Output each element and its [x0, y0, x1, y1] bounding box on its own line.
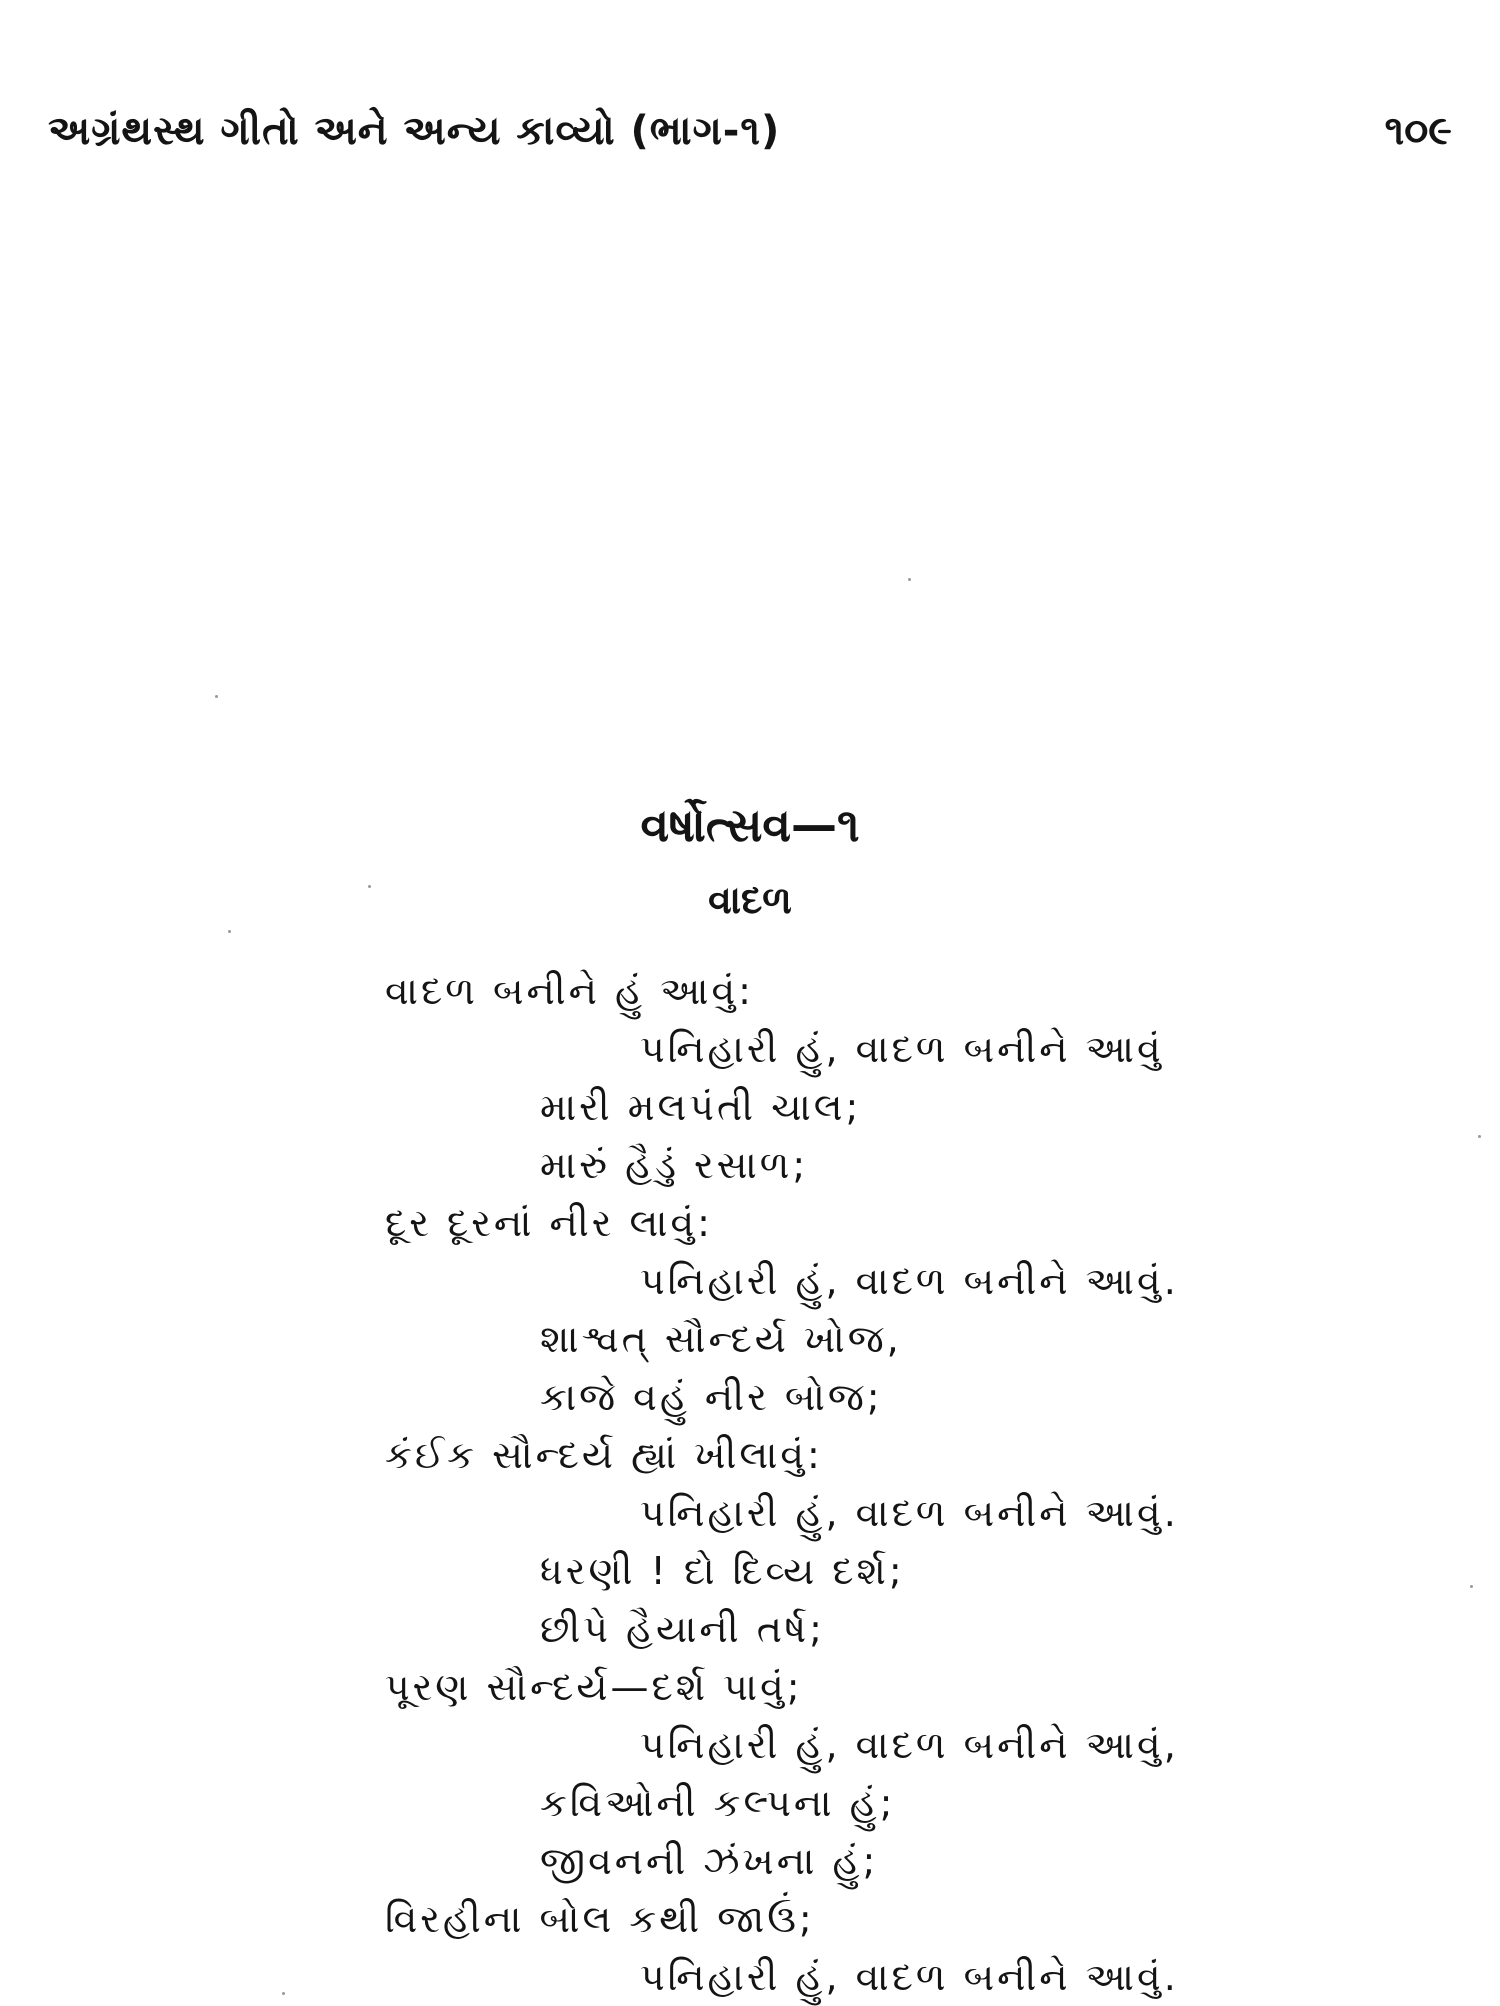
poem-body — [0, 962, 1500, 2006]
poem-line: પૂરણ સૌન્દર્ય—દર્શ પાવું; — [385, 1665, 803, 1709]
poem-refrain-line: પનિહારી હું, વાદળ બનીને આવું, — [640, 1723, 1179, 1767]
poem-line: છીપે હૈયાની તર્ષ; — [540, 1607, 825, 1651]
poem-line: ધરણી ! દો દિવ્ય દર્શ; — [540, 1549, 905, 1593]
scan-speck — [1478, 1135, 1481, 1138]
poem-line: શાશ્વત્ સૌન્દર્ય ખોજ, — [540, 1317, 902, 1361]
scan-speck — [215, 695, 218, 698]
scan-speck — [282, 1992, 285, 1995]
scan-speck — [908, 578, 911, 581]
poem-subtitle: વાદળ — [708, 878, 792, 922]
page-number: ૧૦૯ — [1384, 108, 1452, 154]
poem-line: દૂર દૂરનાં નીર લાવું: — [385, 1201, 713, 1245]
poem-line: મારી મલપંતી ચાલ; — [540, 1085, 862, 1129]
poem-refrain-line: પનિહારી હું, વાદળ બનીને આવું. — [640, 1491, 1179, 1535]
poem-line: વિરહીના બોલ કથી જાઉં; — [385, 1897, 815, 1941]
poem-line: કંઈક સૌન્દર્ય હ્યાં ખીલાવું: — [385, 1433, 823, 1477]
poem-refrain-line: પનિહારી હું, વાદળ બનીને આવું. — [640, 1259, 1179, 1303]
running-header-title: અગ્રંથસ્થ ગીતો અને અન્ય કાવ્યો (ભાગ-૧) — [48, 108, 781, 154]
scan-speck — [1470, 1585, 1473, 1588]
scan-speck — [228, 930, 231, 933]
poem-title: વર્ષોત્સવ—૧ — [640, 798, 860, 852]
poem-refrain-line: પનિહારી હું, વાદળ બનીને આવું — [640, 1027, 1164, 1071]
poem-line: કવિઓની કલ્પના હું; — [540, 1781, 896, 1825]
scan-speck — [368, 885, 371, 888]
poem-line: કાજે વહું નીર બોજ; — [540, 1375, 883, 1419]
poem-refrain-line: પનિહારી હું, વાદળ બનીને આવું. — [640, 1955, 1179, 1999]
poem-line: મારું હૈડું રસાળ; — [540, 1143, 809, 1187]
poem-line: વાદળ બનીને હું આવું: — [385, 969, 754, 1013]
poem-line: જીવનની ઝંખના હું; — [540, 1839, 879, 1883]
